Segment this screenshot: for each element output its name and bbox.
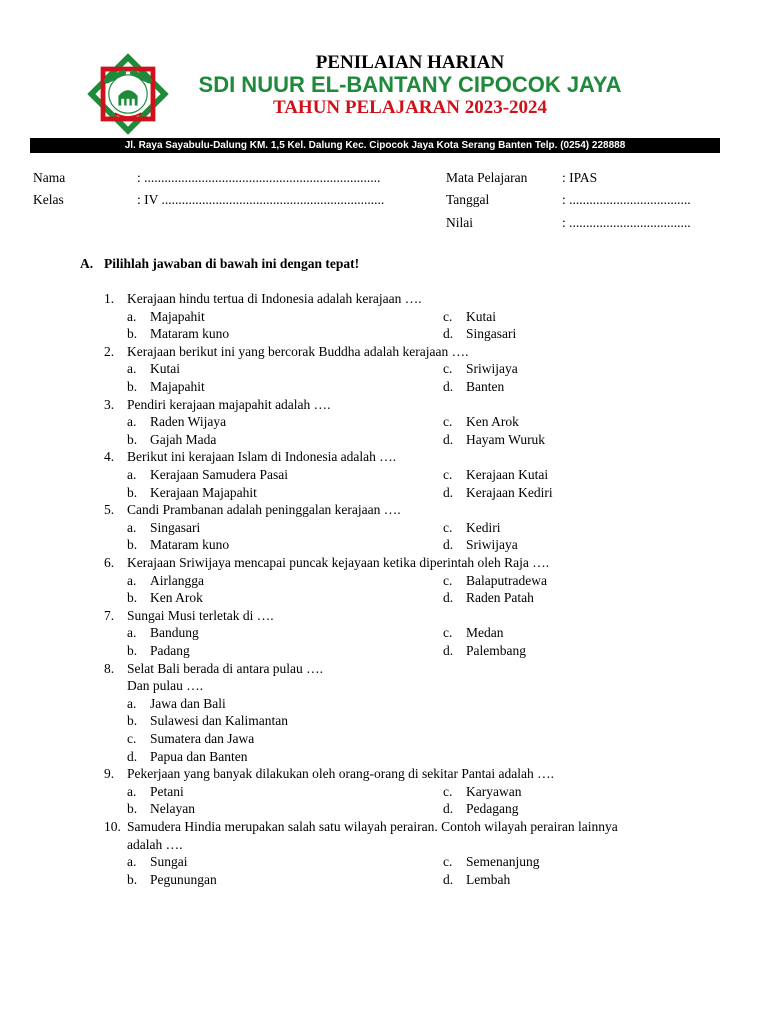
option-text[interactable]: Banten	[466, 379, 505, 394]
option-letter: d.	[443, 484, 454, 500]
question-number: 9.	[104, 766, 115, 782]
option-text[interactable]: Papua dan Banten	[150, 748, 248, 764]
option-text[interactable]: Sumatera dan Jawa	[150, 731, 255, 746]
option-letter: c.	[443, 361, 453, 377]
tanggal-field[interactable]: : ....................................	[562, 192, 691, 207]
option-letter: b.	[127, 379, 138, 394]
option-text[interactable]: Kutai	[466, 308, 496, 324]
option-letter: d.	[127, 748, 138, 764]
option-text[interactable]: Kerajaan Kutai	[466, 467, 549, 482]
option-letter: a.	[127, 783, 137, 799]
option-text[interactable]: Bandung	[150, 625, 199, 641]
section-letter: A.	[80, 256, 94, 271]
nilai-label: Nilai	[446, 215, 473, 230]
option-letter: d.	[443, 431, 454, 447]
school-address: Jl. Raya Sayabulu-Dalung KM. 1,5 Kel. Dalung Kec. Cipocok Jaya Kota Serang Banten Telp. (0254) 228888	[30, 138, 720, 153]
question-text: Samudera Hindia merupakan salah satu wilayah perairan. Contoh wilayah perairan lainnya	[127, 819, 618, 834]
option-letter: c.	[443, 414, 453, 430]
section-title: Pilihlah jawaban di bawah ini dengan tepat!	[104, 256, 360, 271]
option-letter: c.	[443, 308, 453, 324]
option-text[interactable]: Palembang	[466, 643, 526, 658]
kelas-field[interactable]: : IV ..................................................................	[137, 192, 385, 207]
option-letter: c.	[443, 854, 453, 870]
option-letter: a.	[127, 572, 137, 588]
school-logo	[80, 46, 176, 142]
option-letter: a.	[127, 467, 137, 482]
option-text[interactable]: Pedagang	[466, 801, 519, 817]
option-text[interactable]: Mataram kuno	[150, 326, 230, 342]
question-text: Pekerjaan yang banyak dilakukan oleh orang-orang di sekitar Pantai adalah ….	[127, 766, 554, 782]
option-letter: d.	[443, 643, 454, 658]
option-text[interactable]: Majapahit	[150, 379, 205, 394]
option-letter: a.	[127, 414, 137, 430]
option-letter: a.	[127, 308, 137, 324]
option-letter: b.	[127, 484, 138, 500]
option-text[interactable]: Kutai	[150, 361, 180, 377]
question-text: Candi Prambanan adalah peninggalan kerajaan ….	[127, 502, 401, 518]
option-text[interactable]: Airlangga	[150, 572, 204, 588]
option-letter: b.	[127, 801, 138, 817]
option-letter: b.	[127, 713, 138, 729]
question-text: Kerajaan Sriwijaya mencapai puncak kejayaan ketika diperintah oleh Raja ….	[127, 555, 550, 570]
option-text[interactable]: Pegunungan	[150, 871, 217, 887]
question-text: Sungai Musi terletak di ….	[127, 607, 274, 623]
question-text: Kerajaan hindu tertua di Indonesia adalah kerajaan ….	[127, 291, 422, 306]
school-year: TAHUN PELAJARAN 2023-2024	[272, 97, 548, 118]
option-letter: a.	[127, 519, 137, 535]
option-letter: d.	[443, 379, 454, 394]
question-number: 5.	[104, 502, 115, 518]
option-text[interactable]: Raden Wijaya	[150, 414, 227, 430]
option-text[interactable]: Semenanjung	[466, 854, 540, 870]
question-number: 4.	[104, 449, 115, 465]
option-letter: b.	[127, 537, 138, 553]
option-text[interactable]: Sriwijaya	[466, 361, 518, 377]
option-letter: a.	[127, 625, 137, 641]
option-letter: a.	[127, 361, 137, 377]
tanggal-label: Tanggal	[446, 192, 490, 207]
option-text[interactable]: Sulawesi dan Kalimantan	[150, 713, 288, 729]
question-number: 2.	[104, 343, 115, 359]
option-text[interactable]: Kerajaan Samudera Pasai	[150, 467, 288, 482]
nama-field[interactable]: : ......................................................................	[137, 170, 381, 185]
mapel-field[interactable]: : IPAS	[562, 170, 598, 185]
option-text[interactable]: Majapahit	[150, 308, 205, 324]
option-text[interactable]: Medan	[466, 625, 504, 641]
option-text[interactable]: Jawa dan Bali	[150, 695, 226, 711]
option-text[interactable]: Ken Arok	[150, 590, 203, 606]
option-text[interactable]: Kerajaan Majapahit	[150, 484, 257, 500]
question-text: Berikut ini kerajaan Islam di Indonesia adalah ….	[127, 449, 397, 465]
question-number: 1.	[104, 291, 115, 306]
option-letter: c.	[127, 731, 137, 746]
option-text[interactable]: Sungai	[150, 854, 188, 870]
option-text[interactable]: Padang	[150, 643, 190, 658]
option-text[interactable]: Kerajaan Kediri	[466, 484, 553, 500]
option-text[interactable]: Kediri	[466, 519, 501, 535]
nama-label: Nama	[33, 170, 66, 185]
kelas-label: Kelas	[33, 192, 64, 207]
option-text[interactable]: Mataram kuno	[150, 537, 230, 553]
question-text: Pendiri kerajaan majapahit adalah ….	[127, 396, 331, 412]
question-number: 10.	[104, 819, 121, 834]
option-text[interactable]: Petani	[150, 783, 184, 799]
mapel-label: Mata Pelajaran	[446, 170, 528, 185]
nilai-field[interactable]: : ....................................	[562, 215, 691, 230]
question-text: Selat Bali berada di antara pulau ….	[127, 660, 324, 676]
option-letter: b.	[127, 431, 138, 447]
option-letter: d.	[443, 871, 454, 887]
option-text[interactable]: Singasari	[466, 326, 517, 342]
option-text[interactable]: Sriwijaya	[466, 537, 518, 553]
option-text[interactable]: Ken Arok	[466, 414, 519, 430]
option-letter: c.	[443, 625, 453, 641]
question-text: Kerajaan berikut ini yang bercorak Buddha adalah kerajaan ….	[127, 343, 469, 359]
option-letter: b.	[127, 590, 138, 606]
school-name: SDI NUUR EL-BANTANY CIPOCOK JAYA	[198, 72, 622, 97]
option-text[interactable]: Karyawan	[466, 783, 522, 799]
question-number: 8.	[104, 660, 115, 676]
option-letter: a.	[127, 695, 137, 711]
option-text[interactable]: Hayam Wuruk	[466, 431, 546, 447]
question-number: 7.	[104, 607, 115, 623]
option-letter: d.	[443, 326, 454, 342]
option-text[interactable]: Raden Patah	[466, 590, 534, 606]
option-letter: c.	[443, 783, 453, 799]
option-text[interactable]: Lembah	[466, 871, 511, 887]
question-number: 3.	[104, 396, 115, 412]
option-letter: b.	[127, 643, 138, 658]
option-text[interactable]: Nelayan	[150, 801, 195, 817]
option-letter: b.	[127, 326, 138, 342]
option-letter: c.	[443, 572, 453, 588]
header-title: PENILAIAN HARIAN	[315, 52, 505, 73]
option-letter: a.	[127, 854, 137, 870]
option-letter: c.	[443, 467, 453, 482]
option-letter: c.	[443, 519, 453, 535]
option-text[interactable]: Singasari	[150, 519, 201, 535]
question-text: Dan pulau ….	[127, 678, 204, 694]
question-number: 6.	[104, 555, 115, 570]
option-text[interactable]: Gajah Mada	[150, 431, 217, 447]
option-letter: d.	[443, 801, 454, 817]
option-letter: d.	[443, 590, 454, 606]
option-letter: d.	[443, 537, 454, 553]
option-text[interactable]: Balaputradewa	[466, 572, 547, 588]
option-letter: b.	[127, 871, 138, 887]
question-text: adalah ….	[127, 836, 183, 852]
